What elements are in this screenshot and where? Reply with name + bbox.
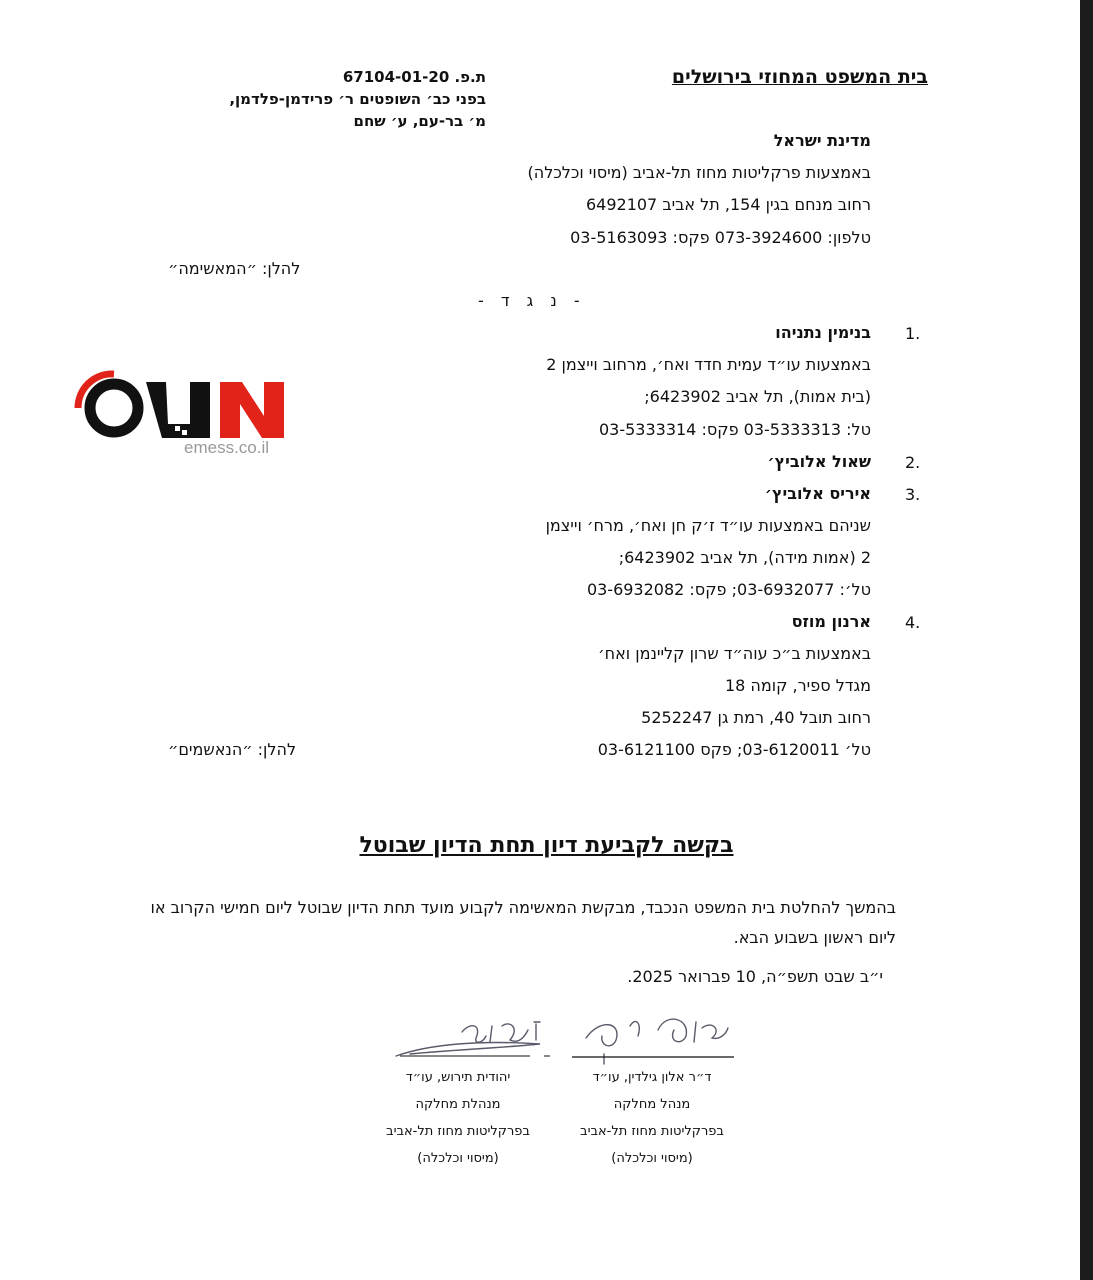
- defendant-detail: מגדל ספיר, קומה 18: [724, 676, 871, 695]
- handwritten-signatures: [390, 1000, 750, 1070]
- court-name: בית המשפט המחוזי בירושלים: [671, 66, 928, 88]
- defendant-detail: באמצעות ב״כ עוה״ד שרון קליינמן ואח׳: [598, 644, 871, 663]
- prosecution-via: באמצעות פרקליטות מחוז תל-אביב (מיסוי וכלכלה): [527, 163, 871, 182]
- defendant-number: 1.: [905, 324, 921, 343]
- defendant-name: איריס אלוביץ׳: [764, 484, 871, 503]
- defendants-label: להלן: ״הנאשמים״: [168, 740, 297, 759]
- defendant-detail: באמצעות עו״ד עמית חדד ואח׳, מרחוב וייצמן 2: [546, 355, 871, 374]
- case-header: [166, 66, 486, 132]
- prosecution-label: להלן: ״המאשימה״: [168, 259, 301, 278]
- request-title: בקשה לקביעת דיון תחת הדיון שבוטל: [359, 833, 734, 858]
- document-date: י״ב שבט תשפ״ה, 10 פברואר 2025.: [627, 967, 883, 986]
- defendant-detail: רחוב תובל 40, רמת גן 5252247: [641, 708, 871, 727]
- signature-block-tirosh: [358, 1064, 558, 1172]
- defendant-detail: שניהם באמצעות עו״ד ז׳ק חן ואח׳, מרח׳ וייצמן: [545, 516, 871, 535]
- emess-site-url: emess.co.il: [184, 438, 270, 457]
- defendant-detail: 2 (אמות מידה), תל אביב 6423902;: [618, 548, 871, 567]
- prosecution-phone: טלפון: 073-3924600 פקס: 03-5163093: [570, 228, 871, 247]
- prosecution-address: רחוב מנחם בגין 154, תל אביב 6492107: [585, 195, 871, 214]
- defendant-name: בנימין נתניהו: [775, 323, 871, 342]
- defendant-name: שאול אלוביץ׳: [767, 452, 871, 471]
- defendant-detail: טל׳: 03-6932077; פקס: 03-6932082: [586, 580, 871, 599]
- emess-watermark-logo: [70, 368, 290, 464]
- defendant-detail: (בית אמות), תל אביב 6423902;: [644, 387, 871, 406]
- defendant-detail: טל׳ 03-6120011; פקס 03-6121100: [597, 740, 871, 759]
- case-number: ת.פ. 67104-01-20: [342, 68, 486, 86]
- prosecution-name: מדינת ישראל: [773, 131, 871, 150]
- signer-dept: (מיסוי וכלכלה): [611, 1151, 693, 1166]
- signature-block-gildin: [552, 1064, 752, 1172]
- signer-name: ד״ר אלון גילדין, עו״ד: [592, 1070, 712, 1085]
- defendant-name: ארנון מוזס: [791, 612, 871, 631]
- defendant-number: 3.: [905, 485, 921, 504]
- defendant-number: 4.: [905, 613, 921, 632]
- judges-line-2: מ׳ בר-עם, ע׳ שחם: [353, 112, 486, 130]
- signer-role: מנהל מחלקה: [613, 1097, 691, 1112]
- defendant-detail: טל: 03-5333313 פקס: 03-5333314: [598, 420, 871, 439]
- defendant-number: 2.: [905, 453, 921, 472]
- judges-line-1: בפני כב׳ השופטים ר׳ פרידמן-פלדמן,: [229, 90, 486, 108]
- signer-name: יהודית תירוש, עו״ד: [405, 1070, 511, 1085]
- versus-divider: - נ ג ד -: [478, 291, 586, 310]
- request-body: בהמשך להחלטת בית המשפט הנכבד, מבקשת המאשימה לקבוע מועד תחת הדיון שבוטל ליום חמישי הקרוב או ליום ראשון בשבוע הבא.: [150, 898, 896, 947]
- signer-org: בפרקליטות מחוז תל-אביב: [580, 1124, 724, 1139]
- signer-dept: (מיסוי וכלכלה): [417, 1151, 499, 1166]
- signer-org: בפרקליטות מחוז תל-אביב: [386, 1124, 530, 1139]
- signer-role: מנהלת מחלקה: [415, 1097, 501, 1112]
